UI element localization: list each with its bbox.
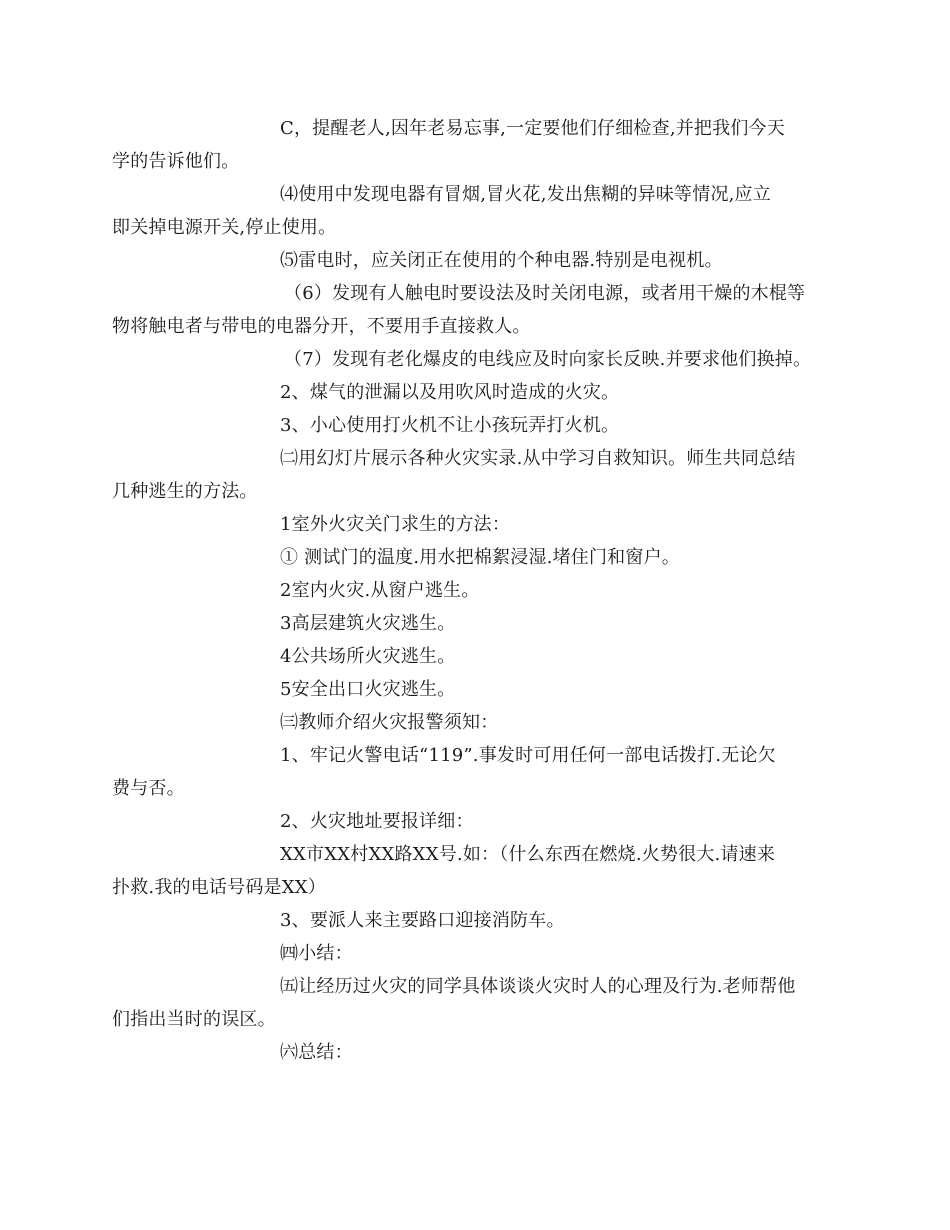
text-line: XX市XX村XX路XX号.如：（什么东西在燃烧.火势很大.请速来 [280, 844, 776, 865]
text-line: 学的告诉他们。 [112, 151, 240, 172]
text-line: C，提醒老人,因年老易忘事,一定要他们仔细检查,并把我们今天 [280, 118, 785, 139]
text-line: 1室外火灾关门求生的方法： [280, 514, 511, 535]
text-line: 3、要派人来主要路口迎接消防车。 [280, 910, 565, 931]
text-line: 物将触电者与带电的电器分开，不要用手直接救人。 [112, 316, 531, 337]
text-line: ㈥总结： [280, 1042, 353, 1063]
text-line: ㈤让经历过火灾的同学具体谈谈火灾时人的心理及行为.老师帮他 [280, 976, 796, 997]
text-line: ① 测试门的温度.用水把棉絮浸湿.堵住门和窗户。 [280, 547, 680, 568]
text-line: 费与否。 [112, 778, 185, 799]
text-line: 几种逃生的方法。 [112, 481, 258, 502]
text-line: ㈡用幻灯片展示各种火灾实录.从中学习自救知识。师生共同总结 [280, 448, 796, 469]
text-line: （6）发现有人触电时要设法及时关闭电源，或者用干燥的木棍等 [284, 283, 806, 304]
text-line: 们指出当时的误区。 [112, 1009, 276, 1030]
text-line: 2室内火灾.从窗户逃生。 [280, 580, 480, 601]
text-line: ㈢教师介绍火灾报警须知： [280, 712, 499, 733]
text-line: 3高层建筑火灾逃生。 [280, 613, 456, 634]
text-line: 即关掉电源开关,停止使用。 [112, 217, 337, 238]
document-body [112, 112, 812, 1069]
text-line: 3、小心使用打火机不让小孩玩弄打火机。 [280, 415, 620, 436]
text-line: ㈣小结： [280, 943, 353, 964]
text-line: 2、煤气的泄漏以及用吹风时造成的火灾。 [280, 382, 620, 403]
text-line: 扑救.我的电话号码是XX） [112, 877, 326, 898]
text-line: 4公共场所火灾逃生。 [280, 646, 456, 667]
text-line: ⑸雷电时，应关闭正在使用的个种电器.特别是电视机。 [280, 250, 723, 271]
text-line: 1、牢记火警电话“119”.事发时可用任何一部电话拨打.无论欠 [280, 745, 776, 766]
text-line: （7）发现有老化爆皮的电线应及时向家长反映.并要求他们换掉。 [284, 349, 812, 370]
text-line: ⑷使用中发现电器有冒烟,冒火花,发出焦糊的异味等情况,应立 [280, 184, 771, 205]
text-line: 5安全出口火灾逃生。 [280, 679, 456, 700]
text-line: 2、火灾地址要报详细： [280, 811, 474, 832]
